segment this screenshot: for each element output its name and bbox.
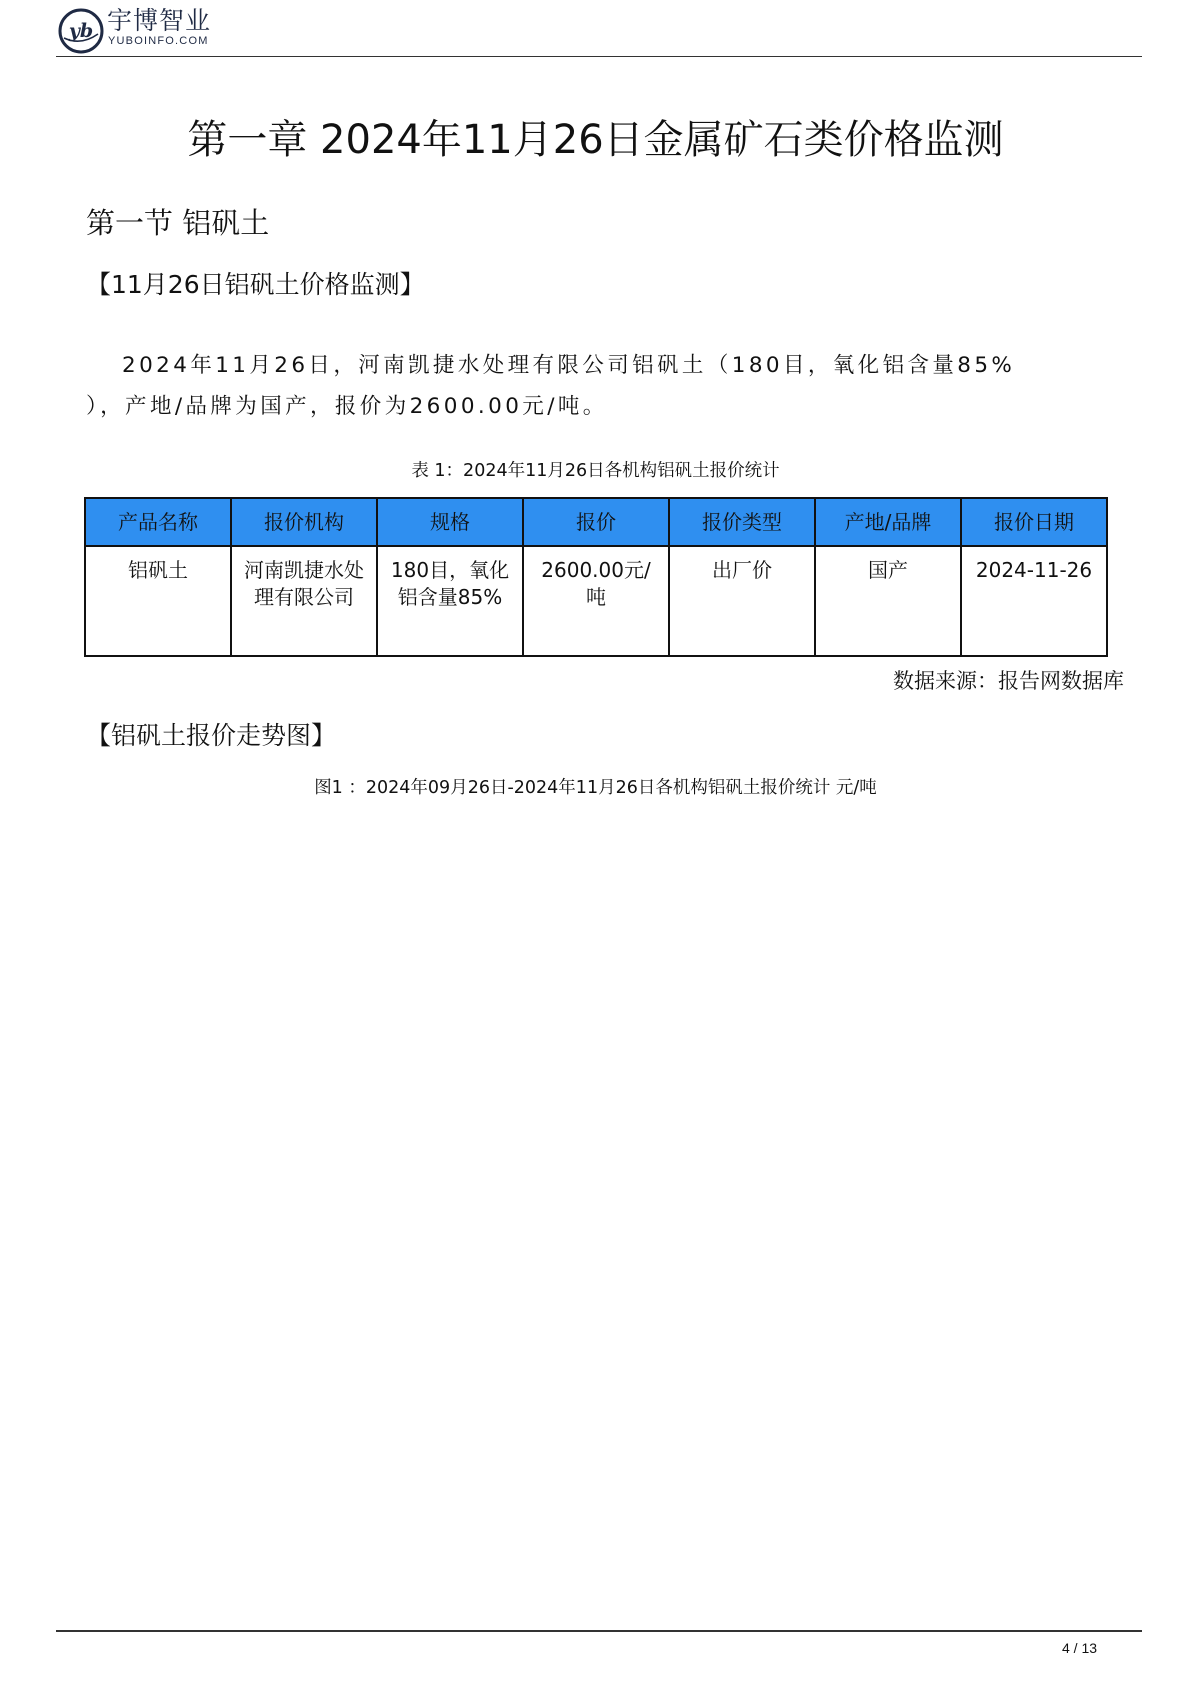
cell-quote-agency: 河南凯捷水处理有限公司 bbox=[231, 546, 377, 656]
table-row bbox=[85, 546, 1107, 656]
header-quote-date: 报价日期 bbox=[961, 498, 1107, 546]
cell-product-name: 铝矾土 bbox=[85, 546, 231, 656]
page-number: 4 / 13 bbox=[1062, 1640, 1098, 1656]
section-title: 第一节 铝矾土 bbox=[86, 206, 270, 240]
figure-caption: 图1 ：2024年09月26日-2024年11月26日各机构铝矾土报价统计 元/吨 bbox=[314, 778, 877, 798]
price-paragraph-line-2: ），产地/品牌为国产，报价为2600.00元/吨。 bbox=[86, 394, 608, 419]
trend-chart-heading: 【铝矾土报价走势图】 bbox=[86, 721, 337, 750]
cell-quote-price: 2600.00元/吨 bbox=[523, 546, 669, 656]
cell-quote-type: 出厂价 bbox=[669, 546, 815, 656]
table-header-row bbox=[85, 498, 1107, 546]
chapter-title: 第一章 2024年11月26日金属矿石类价格监测 bbox=[187, 117, 1004, 163]
header-quote-agency: 报价机构 bbox=[231, 498, 377, 546]
company-logo bbox=[56, 6, 236, 56]
header-quote-type: 报价类型 bbox=[669, 498, 815, 546]
logo-emblem-icon bbox=[58, 8, 104, 54]
price-table bbox=[84, 497, 1108, 657]
price-monitor-heading: 【11月26日铝矾土价格监测】 bbox=[86, 270, 425, 299]
header-origin-brand: 产地/品牌 bbox=[815, 498, 961, 546]
logo-domain: YUBOINFO.COM bbox=[108, 35, 209, 47]
header-divider bbox=[56, 56, 1142, 57]
table-caption: 表 1：2024年11月26日各机构铝矾土报价统计 bbox=[411, 461, 780, 481]
cell-origin-brand: 国产 bbox=[815, 546, 961, 656]
data-source-note: 数据来源：报告网数据库 bbox=[893, 669, 1124, 693]
header-quote-price: 报价 bbox=[523, 498, 669, 546]
cell-quote-date: 2024-11-26 bbox=[961, 546, 1107, 656]
logo-monogram: yb bbox=[68, 20, 94, 42]
header-product-name: 产品名称 bbox=[85, 498, 231, 546]
footer-divider bbox=[56, 1630, 1142, 1632]
price-paragraph-line-1: 2024年11月26日，河南凯捷水处理有限公司铝矾土（180目，氧化铝含量85% bbox=[122, 353, 1016, 378]
header-specification: 规格 bbox=[377, 498, 523, 546]
logo-name: 宇博智业 bbox=[107, 6, 212, 35]
page-header bbox=[56, 6, 1142, 56]
cell-specification: 180目，氧化铝含量85% bbox=[377, 546, 523, 656]
